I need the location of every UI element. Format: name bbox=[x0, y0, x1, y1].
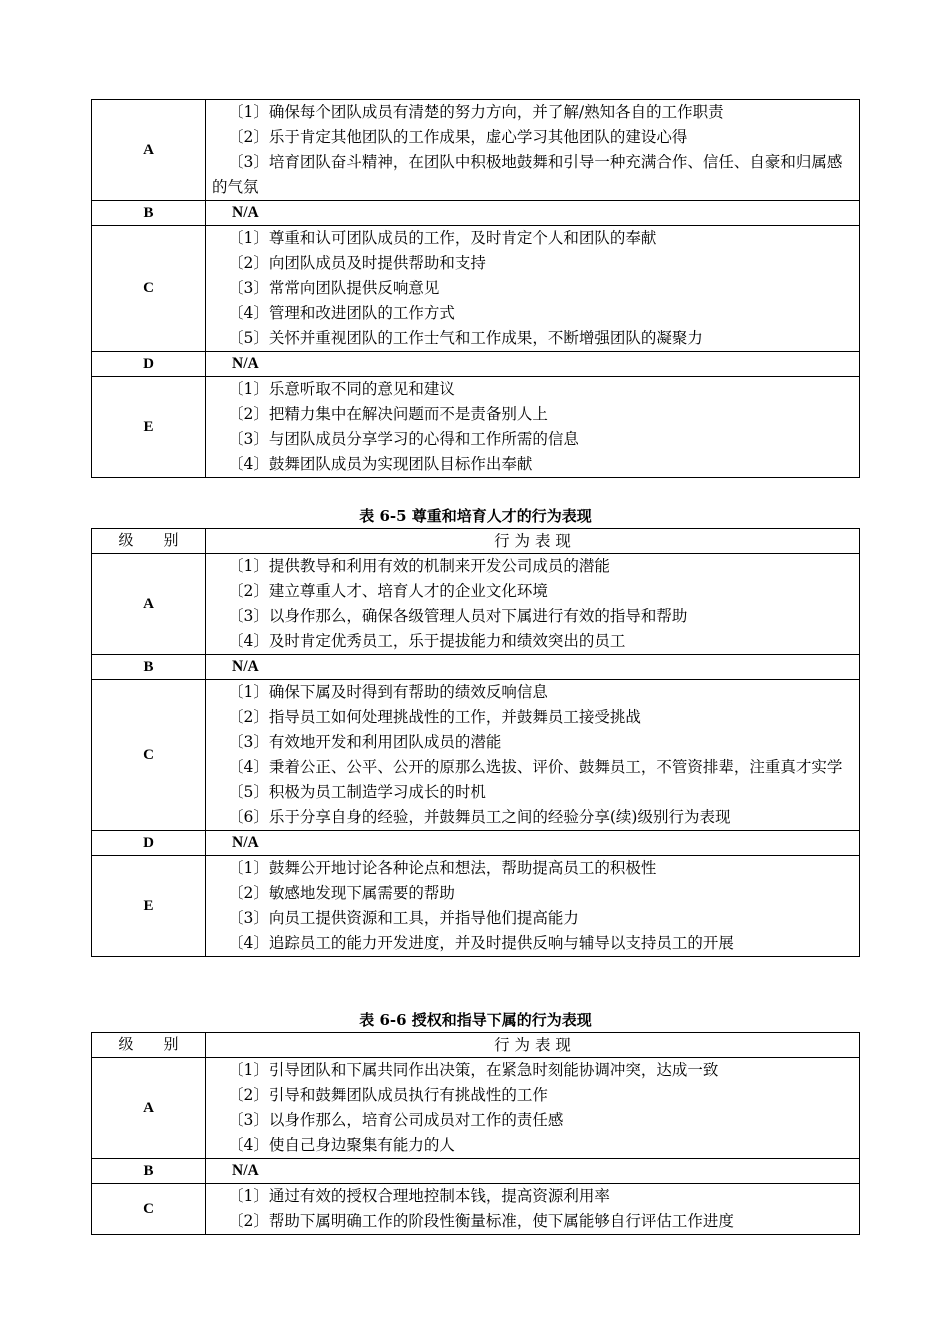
level-cell: B bbox=[92, 1159, 206, 1184]
behavior-item: 〔1〕确保下属及时得到有帮助的绩效反响信息 bbox=[228, 683, 548, 701]
table-caption: 表 6-6 授权和指导下属的行为表现 bbox=[359, 1011, 592, 1029]
table-row bbox=[92, 680, 860, 831]
table-row bbox=[92, 352, 860, 377]
level-cell: C bbox=[92, 226, 206, 352]
na-value: N/A bbox=[232, 204, 259, 221]
behavior-cell bbox=[206, 856, 860, 957]
behavior-cell bbox=[206, 201, 860, 226]
level-cell: B bbox=[92, 655, 206, 680]
behavior-item: 〔1〕鼓舞公开地讨论各种论点和想法，帮助提高员工的积极性 bbox=[228, 859, 657, 877]
na-value: N/A bbox=[232, 355, 259, 372]
behavior-item: 〔4〕及时肯定优秀员工，乐于提拔能力和绩效突出的员工 bbox=[228, 632, 626, 650]
level-cell: C bbox=[92, 680, 206, 831]
level-cell: B bbox=[92, 201, 206, 226]
behavior-item: 〔3〕以身作那么，确保各级管理人员对下属进行有效的指导和帮助 bbox=[228, 607, 688, 625]
table-row bbox=[92, 201, 860, 226]
level-cell: E bbox=[92, 856, 206, 957]
behavior-item: 〔2〕敏感地发现下属需要的帮助 bbox=[228, 884, 455, 902]
table-row bbox=[92, 1058, 860, 1159]
table-row bbox=[92, 1159, 860, 1184]
behavior-item: 〔4〕管理和改进团队的工作方式 bbox=[228, 304, 455, 322]
table-row bbox=[92, 377, 860, 478]
behavior-item: 〔2〕帮助下属明确工作的阶段性衡量标准，使下属能够自行评估工作进度 bbox=[228, 1212, 734, 1230]
behavior-item: 〔1〕尊重和认可团队成员的工作，及时肯定个人和团队的奉献 bbox=[228, 229, 657, 247]
behavior-item: 〔4〕鼓舞团队成员为实现团队目标作出奉献 bbox=[228, 455, 533, 473]
behavior-item: 〔4〕追踪员工的能力开发进度，并及时提供反响与辅导以支持员工的开展 bbox=[228, 934, 734, 952]
behavior-item: 〔4〕使自己身边聚集有能力的人 bbox=[228, 1136, 455, 1154]
behavior-item: 〔3〕与团队成员分享学习的心得和工作所需的信息 bbox=[228, 430, 579, 448]
behavior-table-continued bbox=[91, 99, 860, 478]
behavior-item: 〔3〕有效地开发和利用团队成员的潜能 bbox=[228, 733, 502, 751]
level-cell: E bbox=[92, 377, 206, 478]
table-header-row bbox=[92, 1033, 860, 1058]
na-value: N/A bbox=[232, 834, 259, 851]
behavior-table-6-5 bbox=[91, 528, 860, 957]
behavior-cell bbox=[206, 1058, 860, 1159]
header-level: 级 别 bbox=[92, 1033, 206, 1058]
level-cell: A bbox=[92, 554, 206, 655]
table-row bbox=[92, 554, 860, 655]
behavior-item: 〔1〕乐意听取不同的意见和建议 bbox=[228, 380, 455, 398]
level-cell: D bbox=[92, 352, 206, 377]
behavior-table-6-6 bbox=[91, 1032, 860, 1235]
behavior-item: 〔1〕提供教导和利用有效的机制来开发公司成员的潜能 bbox=[228, 557, 610, 575]
behavior-cell bbox=[206, 655, 860, 680]
behavior-item: 〔2〕把精力集中在解决问题而不是责备别人上 bbox=[228, 405, 548, 423]
table-row bbox=[92, 226, 860, 352]
behavior-item: 〔2〕引导和鼓舞团队成员执行有挑战性的工作 bbox=[228, 1086, 548, 1104]
na-value: N/A bbox=[232, 1162, 259, 1179]
behavior-cell bbox=[206, 680, 860, 831]
header-behavior: 行 为 表 现 bbox=[206, 529, 860, 554]
behavior-item: 〔2〕指导员工如何处理挑战性的工作，并鼓舞员工接受挑战 bbox=[228, 708, 641, 726]
na-value: N/A bbox=[232, 658, 259, 675]
behavior-cell bbox=[206, 1184, 860, 1235]
behavior-item: 〔4〕秉着公正、公平、公开的原那么选拔、评价、鼓舞员工，不管资排辈，注重真才实学 bbox=[228, 758, 843, 776]
level-cell: C bbox=[92, 1184, 206, 1235]
level-cell: A bbox=[92, 100, 206, 201]
table-header-row bbox=[92, 529, 860, 554]
level-cell: D bbox=[92, 831, 206, 856]
table-row bbox=[92, 831, 860, 856]
behavior-item: 〔3〕常常向团队提供反响意见 bbox=[228, 279, 440, 297]
behavior-item: 〔3〕培育团队奋斗精神，在团队中积极地鼓舞和引导一种充满合作、信任、自豪和归属感的气氛 bbox=[212, 153, 843, 196]
behavior-cell bbox=[206, 377, 860, 478]
table-row bbox=[92, 1184, 860, 1235]
table-row bbox=[92, 100, 860, 201]
behavior-item: 〔1〕确保每个团队成员有清楚的努力方向，并了解/熟知各自的工作职责 bbox=[228, 103, 724, 121]
behavior-cell bbox=[206, 100, 860, 201]
behavior-cell bbox=[206, 226, 860, 352]
behavior-cell bbox=[206, 831, 860, 856]
behavior-item: 〔3〕向员工提供资源和工具，并指导他们提高能力 bbox=[228, 909, 579, 927]
table-caption: 表 6-5 尊重和培育人才的行为表现 bbox=[359, 507, 592, 525]
header-behavior: 行 为 表 现 bbox=[206, 1033, 860, 1058]
behavior-item: 〔2〕建立尊重人才、培育人才的企业文化环境 bbox=[228, 582, 548, 600]
behavior-item: 〔2〕向团队成员及时提供帮助和支持 bbox=[228, 254, 486, 272]
behavior-item: 〔3〕以身作那么，培育公司成员对工作的责任感 bbox=[228, 1111, 564, 1129]
table-row bbox=[92, 856, 860, 957]
behavior-item: 〔2〕乐于肯定其他团队的工作成果，虚心学习其他团队的建设心得 bbox=[228, 128, 688, 146]
behavior-cell bbox=[206, 554, 860, 655]
behavior-item: 〔5〕关怀并重视团队的工作士气和工作成果，不断增强团队的凝聚力 bbox=[228, 329, 703, 347]
header-level: 级 别 bbox=[92, 529, 206, 554]
behavior-item: 〔5〕积极为员工制造学习成长的时机 bbox=[228, 783, 486, 801]
behavior-item: 〔1〕通过有效的授权合理地控制本钱，提高资源利用率 bbox=[228, 1187, 610, 1205]
behavior-item: 〔1〕引导团队和下属共同作出决策，在紧急时刻能协调冲突，达成一致 bbox=[228, 1061, 719, 1079]
behavior-item: 〔6〕乐于分享自身的经验，并鼓舞员工之间的经验分享(续)级别行为表现 bbox=[228, 808, 731, 826]
table-row bbox=[92, 655, 860, 680]
level-cell: A bbox=[92, 1058, 206, 1159]
behavior-cell bbox=[206, 1159, 860, 1184]
behavior-cell bbox=[206, 352, 860, 377]
